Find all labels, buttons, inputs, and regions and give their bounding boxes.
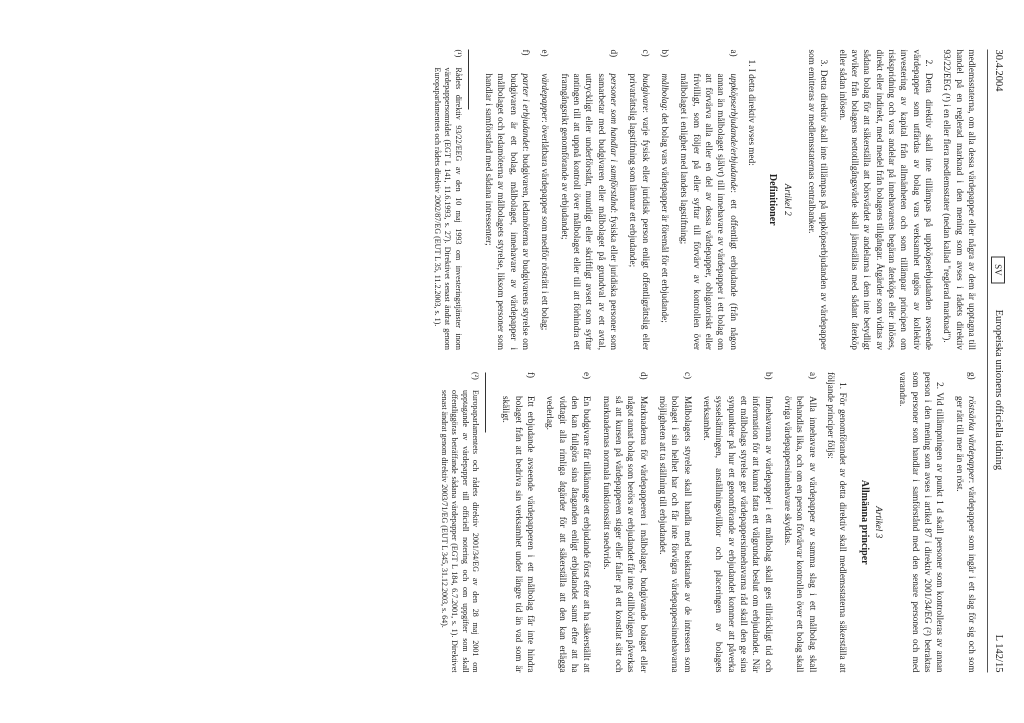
principle-text: Målbolagets styrelse skall handla med beaktande av de intressen som bolaget i sin helhet har och får inte förvägra värdepappersinnehavarna möjligheten att ta ställning till erbjudandet. xyxy=(658,396,693,673)
principle-text: Ett erbjudande avseende värdepapperen i ett målbolag får inte hindra bolaget från att bedriva sin verksamhet under längre tid än vad som är skäligt. xyxy=(501,396,537,673)
footnote-divider xyxy=(468,50,469,110)
principle-item xyxy=(544,372,593,673)
definition-item xyxy=(483,50,532,351)
paragraph: 3. Detta direktiv skall inte tillämpas på uppköpserbjudanden av värdepapper som emitteras av medlemsstaternas centralbanker. xyxy=(807,49,830,350)
paragraph: medlemsstaterna, om alla dessa värdepapper eller några av dem är upptagna till handel på en reglerad marknad i den mening som avses i rådets direktiv 93/22/EEG (¹) i en eller flera medlemsstater (nedan kallad "reglerad marknad"). xyxy=(942,49,977,350)
item-label: f) xyxy=(521,49,532,56)
defined-term: personer som handlar i samförstånd xyxy=(609,73,620,211)
two-column-body xyxy=(429,50,978,673)
article-number: Artikel 3 xyxy=(874,506,885,539)
paragraph: 1. I detta direktiv avses med: xyxy=(747,59,758,166)
item-label: e) xyxy=(540,49,551,57)
definition-item xyxy=(539,50,551,351)
definition-text: : värdepapper som ingår i ett slag för sig och som ger rätt till mer än en röst. xyxy=(954,396,977,673)
principle-item xyxy=(500,372,537,673)
principle-item xyxy=(701,372,775,673)
page-header xyxy=(987,50,1008,673)
item-label: a) xyxy=(807,372,818,380)
item-label: b) xyxy=(763,372,774,380)
page-number: L 142/15 xyxy=(993,634,1005,673)
definition-text: : det bolag vars värdepapper är föremål för ett erbjudande; xyxy=(660,108,671,323)
article-number: Artikel 2 xyxy=(782,183,793,216)
article-title: Allmänna principer xyxy=(858,479,870,565)
principle-item xyxy=(782,372,819,673)
paragraph: 1. För genomförandet av detta direktiv skall medlemsstaterna säkerställa att följande principer följs: xyxy=(825,372,849,673)
definition-text: : budgivaren, ledamöterna av budgivarens styrelse om budgivaren är ett bolag, målbolaget, innehavare av värdepapper i målbolaget och ledamöterna av målbolagets styrelse, liksom personer som handlar i samförstånd med sådana intressenter; xyxy=(484,73,532,351)
item-label: d) xyxy=(638,372,649,380)
footnote xyxy=(439,372,481,673)
item-label: f) xyxy=(526,372,537,379)
paragraph: 2. Detta direktiv skall inte tillämpas på uppköpserbjudanden avseende värdepapper som utfärdas av bolag vars verksamhet utgörs av kollektiv investering av kapital från allmänheten och som tillämpar principen om riskspridning och vars andelar på innehavarens begäran återköps eller inlöses, direkt eller indirekt, med medel från bolagens tillgångar. Åtgärder som vidtas av sådana bolag för att säkerställa att börsvärdet av andelarna i dem inte betydligt avviker från bolagens nettotillgångsvärde skall jämställas med sådant återköp eller sådan inlösen. xyxy=(837,49,935,350)
defined-term: uppköpserbjudande/erbjudande xyxy=(728,73,739,191)
paragraph: 2. Vid tillämpningen av punkt 1 d skall personer som kontrolleras av annan person i den mening som avses i artikel 87 i direktiv 2001/34/EG (²) betraktas som personer som handlar i samförstånd med den senare personen och med varandra. xyxy=(898,372,946,673)
principle-text: En budgivare får tillkännage ett erbjudande först efter att ha säkerställt att den kan fullgöra sina åtaganden enligt erbjudandet samt efter att ha vidtagit alla rimliga åtgärder för att säkerställa att den kan erlägga vederlag. xyxy=(545,396,593,673)
item-label: c) xyxy=(640,49,651,57)
definition-text: : fysiska eller juridiska personer som samarbetar med budgivaren eller målbolaget på grundval av ett avtal, uttryckligt eller underförstått, muntligt eller skriftligt avsett som syftar antingen till att uppnå kontroll över målbolaget eller till att förhindra ett framgångsrikt genomförande av erbjudandet; xyxy=(559,73,620,350)
principle-text: Alla innehavare av värdepapper av samma slag i ett målbolag skall behandlas lika, och om en person förvärvar kontrollen över ett bolag skall övriga värdepappersinnehavare skyddas. xyxy=(783,396,818,673)
item-label: g) xyxy=(967,372,977,380)
language-code-box: SV xyxy=(991,256,1005,284)
principle-text: Innehavarna av värdepapper i ett målbolag skall ges tillräckligt tid och information för att kunna fatta ett välgrundat beslut om erbjudandet. När ett målbolags styrelse ger värdepappersinnehavarna råd skall den ge sina synpunkter på hur ett genomförande av erbjudandet kommer att påverka sysselsättningen, anställningsvillkor och placeringen av bolagets verksamhet. xyxy=(702,396,774,673)
defined-term: parter i erbjudandet xyxy=(521,73,532,149)
principle-item xyxy=(657,372,694,673)
principle-item xyxy=(600,372,649,673)
issue-date: 30.4.2004 xyxy=(993,49,1005,92)
item-label: a) xyxy=(728,49,739,57)
article-title: Definitioner xyxy=(767,173,779,226)
definition-item xyxy=(953,372,978,673)
principle-text: Marknaderna för värdepapperen i målbolaget, budgivande bolaget eller något annat bolag som berörs av erbjudandet får inte otillbörligen påverkas så att kursen på värdepapperen stiger eller faller på ett konstlat sätt och marknadernas normala funktionssätt snedvrids. xyxy=(601,396,649,673)
footnote-text: Europaparlamentets och rådets direktiv 2001/34/EG av den 28 maj 2001 om upptagande av värdepapper till officiell notering och om uppgifter som skall offentliggöras beträffande sådana värdepapper (EGT L 184, 6.7.2001, s. 1). Direktivet senast ändrat genom direktiv 2003/71/EG (EUT L 345, 31.12.2003, s. 64). xyxy=(439,390,481,673)
item-label: e) xyxy=(582,372,593,380)
definition-item xyxy=(678,50,740,351)
item-label: b) xyxy=(660,49,671,58)
definition-text: : ett offentligt erbjudande (från någon annan än målbolaget självt) till innehavare av värdepapper i ett bolag om att förvärva alla eller en del av dessa värdepapper, obligatoriskt eller frivilligt, som följer på eller syftar till förvärv av kontrollen över målbolaget i enlighet med landets lagstiftning; xyxy=(679,73,739,350)
defined-term: röstsärka värdepapper xyxy=(967,396,977,481)
item-label: c) xyxy=(682,372,693,380)
footnote xyxy=(432,50,463,351)
definition-item xyxy=(659,50,671,351)
footnote-divider xyxy=(485,372,486,432)
left-column xyxy=(429,50,978,351)
defined-term: budgivare xyxy=(640,73,651,111)
defined-term: målbolag xyxy=(660,73,671,109)
definition-item xyxy=(558,50,620,351)
footnote-mark: (²) xyxy=(471,372,481,380)
definition-text: : överlåtbara värdepapper som medför rösträtt i ett bolag; xyxy=(540,120,551,331)
defined-term: värdepapper xyxy=(540,73,551,121)
footnote-mark: (¹) xyxy=(453,49,463,58)
footnote-text: Rådets direktiv 93/22/EEG av den 10 maj 1993 om investeringstjänster inom värdepappersområdet (EGT L 141, 11.6.1993, s. 27). Direktivet senast ändrat genom Europaparlamentets och rådets direktiv 2002/87/EG (EUT L 35, 11.2.2003, s. 1). xyxy=(433,67,463,350)
item-label: d) xyxy=(609,49,620,58)
definition-text: : varje fysisk eller juridisk person enligt offentligrättslig eller privaträttslig lagstiftning som lämnar ett erbjudande; xyxy=(628,73,651,350)
journal-title: Europeiska unionens officiella tidning xyxy=(993,309,1005,471)
definition-item xyxy=(627,50,652,351)
right-column xyxy=(429,372,978,673)
